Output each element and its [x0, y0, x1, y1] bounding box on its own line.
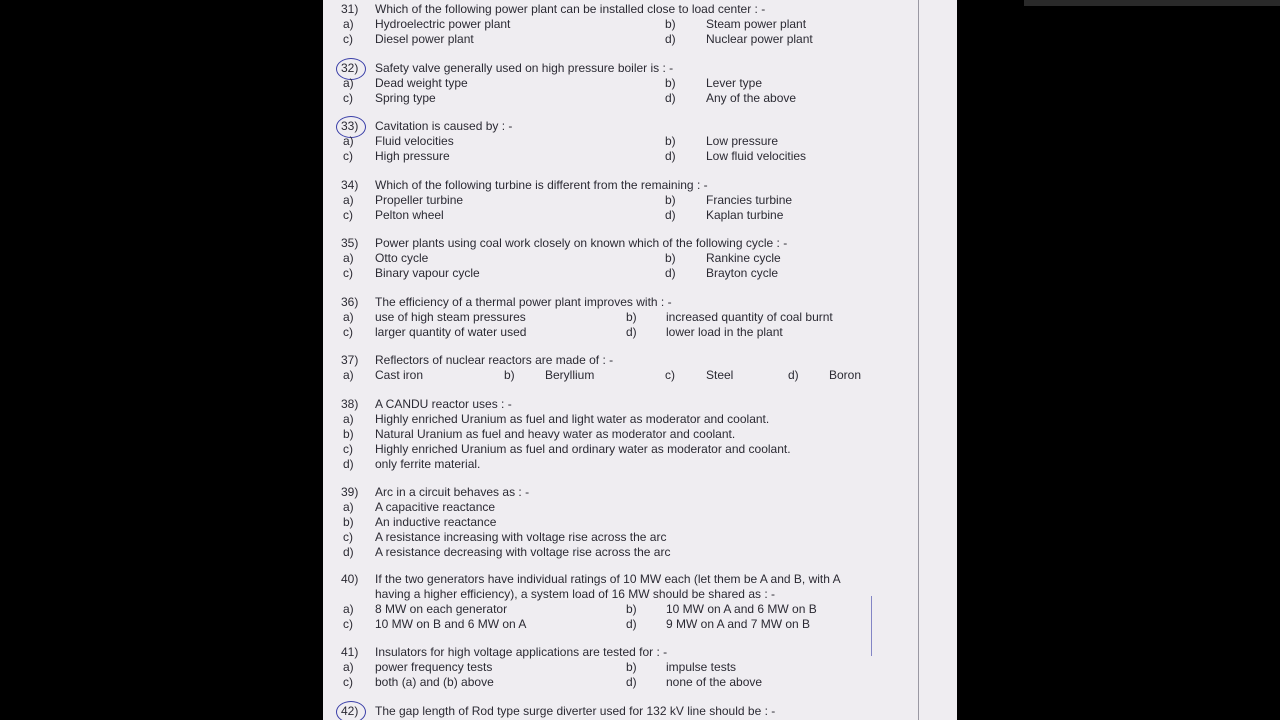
- option-text: Diesel power plant: [375, 32, 474, 46]
- option-text: A capacitive reactance: [375, 500, 496, 514]
- option-row: [323, 412, 957, 427]
- question-text: Which of the following power plant can be installed close to load center : -: [375, 2, 766, 16]
- question-33: [323, 119, 957, 164]
- question-number: 37): [341, 353, 359, 367]
- option-row: [323, 266, 957, 281]
- option-letter: b): [665, 134, 676, 148]
- option-row: [323, 442, 957, 457]
- question-stem: [323, 645, 957, 660]
- option-letter: d): [626, 675, 637, 689]
- option-letter: c): [343, 91, 353, 105]
- option-letter: b): [665, 76, 676, 90]
- question-text: Power plants using coal work closely on known which of the following cycle : -: [375, 236, 788, 250]
- option-letter: d): [788, 368, 799, 382]
- exam-paper-page: [323, 0, 957, 720]
- option-text: Boron: [829, 368, 862, 382]
- option-letter: b): [665, 251, 676, 265]
- option-row: [323, 500, 957, 515]
- option-letter: c): [343, 442, 353, 456]
- option-letter: b): [343, 515, 354, 529]
- option-text: 8 MW on each generator: [375, 602, 508, 616]
- question-42: [323, 704, 957, 719]
- question-text: Which of the following turbine is different from the remaining : -: [375, 178, 708, 192]
- option-letter: a): [343, 310, 354, 324]
- option-text: Steam power plant: [706, 17, 807, 31]
- option-text: Nuclear power plant: [706, 32, 813, 46]
- option-letter: b): [626, 660, 637, 674]
- option-row: [323, 545, 957, 560]
- question-32: [323, 61, 957, 106]
- option-letter: a): [343, 500, 354, 514]
- question-stem: [323, 178, 957, 193]
- option-row: [323, 149, 957, 164]
- question-text: Cavitation is caused by : -: [375, 119, 513, 133]
- question-text: having a higher efficiency), a system load of 16 MW should be shared as : -: [375, 587, 775, 601]
- option-text: increased quantity of coal burnt: [666, 310, 833, 324]
- option-text: 9 MW on A and 7 MW on B: [666, 617, 811, 631]
- option-letter: d): [665, 266, 676, 280]
- option-letter: b): [626, 602, 637, 616]
- option-text: 10 MW on B and 6 MW on A: [375, 617, 527, 631]
- option-letter: c): [343, 208, 353, 222]
- option-text: Propeller turbine: [375, 193, 464, 207]
- option-text: Any of the above: [706, 91, 797, 105]
- option-letter: c): [343, 617, 353, 631]
- option-text: Otto cycle: [375, 251, 429, 265]
- option-text: Brayton cycle: [706, 266, 779, 280]
- option-text: Fluid velocities: [375, 134, 454, 148]
- question-40: [323, 572, 957, 632]
- question-stem: [323, 2, 957, 17]
- question-number: 31): [341, 2, 359, 16]
- option-row: [323, 617, 957, 632]
- option-text: both (a) and (b) above: [375, 675, 494, 689]
- option-row: [323, 32, 957, 47]
- question-38: [323, 397, 957, 472]
- option-text: High pressure: [375, 149, 450, 163]
- option-text: larger quantity of water used: [375, 325, 527, 339]
- option-text: Hydroelectric power plant: [375, 17, 511, 31]
- option-row: [323, 325, 957, 340]
- option-letter: c): [343, 32, 353, 46]
- question-number: 32): [341, 61, 359, 75]
- question-39: [323, 485, 957, 560]
- question-text: Insulators for high voltage applications are tested for : -: [375, 645, 668, 659]
- question-stem: [323, 353, 957, 368]
- question-stem: [323, 236, 957, 251]
- option-row: [323, 91, 957, 106]
- option-row: [323, 427, 957, 442]
- option-letter: c): [343, 325, 353, 339]
- option-letter: d): [665, 149, 676, 163]
- option-letter: a): [343, 660, 354, 674]
- question-text: A CANDU reactor uses : -: [375, 397, 512, 411]
- option-row: [323, 368, 957, 383]
- question-number: 35): [341, 236, 359, 250]
- option-letter: c): [343, 530, 353, 544]
- question-text: The efficiency of a thermal power plant improves with : -: [375, 295, 672, 309]
- option-letter: d): [665, 91, 676, 105]
- option-text: power frequency tests: [375, 660, 493, 674]
- option-text: Francies turbine: [706, 193, 793, 207]
- option-row: [323, 134, 957, 149]
- option-row: [323, 660, 957, 675]
- option-letter: b): [665, 193, 676, 207]
- option-text: Cast iron: [375, 368, 424, 382]
- question-number: 34): [341, 178, 359, 192]
- option-text: Kaplan turbine: [706, 208, 784, 222]
- question-stem: [323, 572, 957, 587]
- option-text: Steel: [706, 368, 734, 382]
- option-text: Natural Uranium as fuel and heavy water as moderator and coolant.: [375, 427, 736, 441]
- question-stem: [323, 295, 957, 310]
- option-letter: b): [665, 17, 676, 31]
- option-row: [323, 208, 957, 223]
- option-letter: a): [343, 17, 354, 31]
- option-text: Low fluid velocities: [706, 149, 807, 163]
- option-text: Highly enriched Uranium as fuel and light water as moderator and coolant.: [375, 412, 770, 426]
- question-stem: [323, 704, 957, 719]
- option-text: none of the above: [666, 675, 763, 689]
- question-text: The gap length of Rod type surge diverter used for 132 kV line should be : -: [375, 704, 776, 718]
- handwritten-scribble: [871, 596, 892, 656]
- question-37: [323, 353, 957, 383]
- option-text: Pelton wheel: [375, 208, 444, 222]
- option-letter: c): [343, 266, 353, 280]
- option-letter: a): [343, 602, 354, 616]
- question-number: 39): [341, 485, 359, 499]
- question-35: [323, 236, 957, 281]
- question-stem: [323, 397, 957, 412]
- option-row: [323, 515, 957, 530]
- option-letter: b): [504, 368, 515, 382]
- option-text: A resistance decreasing with voltage rise across the arc: [375, 545, 671, 559]
- option-row: [323, 76, 957, 91]
- option-row: [323, 251, 957, 266]
- option-letter: c): [343, 149, 353, 163]
- option-text: Low pressure: [706, 134, 779, 148]
- option-row: [323, 17, 957, 32]
- option-letter: a): [343, 412, 354, 426]
- question-number: 42): [341, 704, 359, 718]
- option-text: Beryllium: [545, 368, 595, 382]
- option-letter: c): [665, 368, 675, 382]
- option-text: use of high steam pressures: [375, 310, 526, 324]
- question-31: [323, 2, 957, 47]
- question-number: 33): [341, 119, 359, 133]
- option-letter: a): [343, 251, 354, 265]
- question-text: If the two generators have individual ratings of 10 MW each (let them be A and B, with A: [375, 572, 841, 586]
- option-row: [323, 193, 957, 208]
- option-row: [323, 675, 957, 690]
- option-letter: d): [343, 457, 354, 471]
- option-text: only ferrite material.: [375, 457, 481, 471]
- option-text: lower load in the plant: [666, 325, 783, 339]
- option-text: impulse tests: [666, 660, 737, 674]
- option-letter: d): [665, 208, 676, 222]
- question-stem: [323, 485, 957, 500]
- option-text: A resistance increasing with voltage rise across the arc: [375, 530, 667, 544]
- option-letter: a): [343, 76, 354, 90]
- question-stem-continued: [323, 587, 957, 602]
- option-letter: a): [343, 193, 354, 207]
- question-36: [323, 295, 957, 340]
- option-text: Binary vapour cycle: [375, 266, 480, 280]
- option-row: [323, 530, 957, 545]
- option-row: [323, 310, 957, 325]
- question-number: 36): [341, 295, 359, 309]
- option-letter: d): [343, 545, 354, 559]
- option-letter: c): [343, 675, 353, 689]
- question-41: [323, 645, 957, 690]
- question-text: Safety valve generally used on high pressure boiler is : -: [375, 61, 674, 75]
- question-number: 40): [341, 572, 359, 586]
- option-letter: b): [343, 427, 354, 441]
- option-text: Dead weight type: [375, 76, 468, 90]
- option-letter: a): [343, 368, 354, 382]
- option-text: Spring type: [375, 91, 436, 105]
- question-number: 38): [341, 397, 359, 411]
- video-progress-bar: [1024, 0, 1280, 6]
- question-stem: [323, 119, 957, 134]
- option-letter: d): [665, 32, 676, 46]
- option-letter: a): [343, 134, 354, 148]
- option-letter: d): [626, 325, 637, 339]
- question-text: Reflectors of nuclear reactors are made of : -: [375, 353, 614, 367]
- option-text: Lever type: [706, 76, 763, 90]
- question-stem: [323, 61, 957, 76]
- option-row: [323, 602, 957, 617]
- option-letter: d): [626, 617, 637, 631]
- option-row: [323, 457, 957, 472]
- option-text: Rankine cycle: [706, 251, 781, 265]
- option-text: Highly enriched Uranium as fuel and ordinary water as moderator and coolant.: [375, 442, 791, 456]
- question-number: 41): [341, 645, 359, 659]
- question-text: Arc in a circuit behaves as : -: [375, 485, 530, 499]
- option-letter: b): [626, 310, 637, 324]
- question-34: [323, 178, 957, 223]
- option-text: An inductive reactance: [375, 515, 497, 529]
- option-text: 10 MW on A and 6 MW on B: [666, 602, 817, 616]
